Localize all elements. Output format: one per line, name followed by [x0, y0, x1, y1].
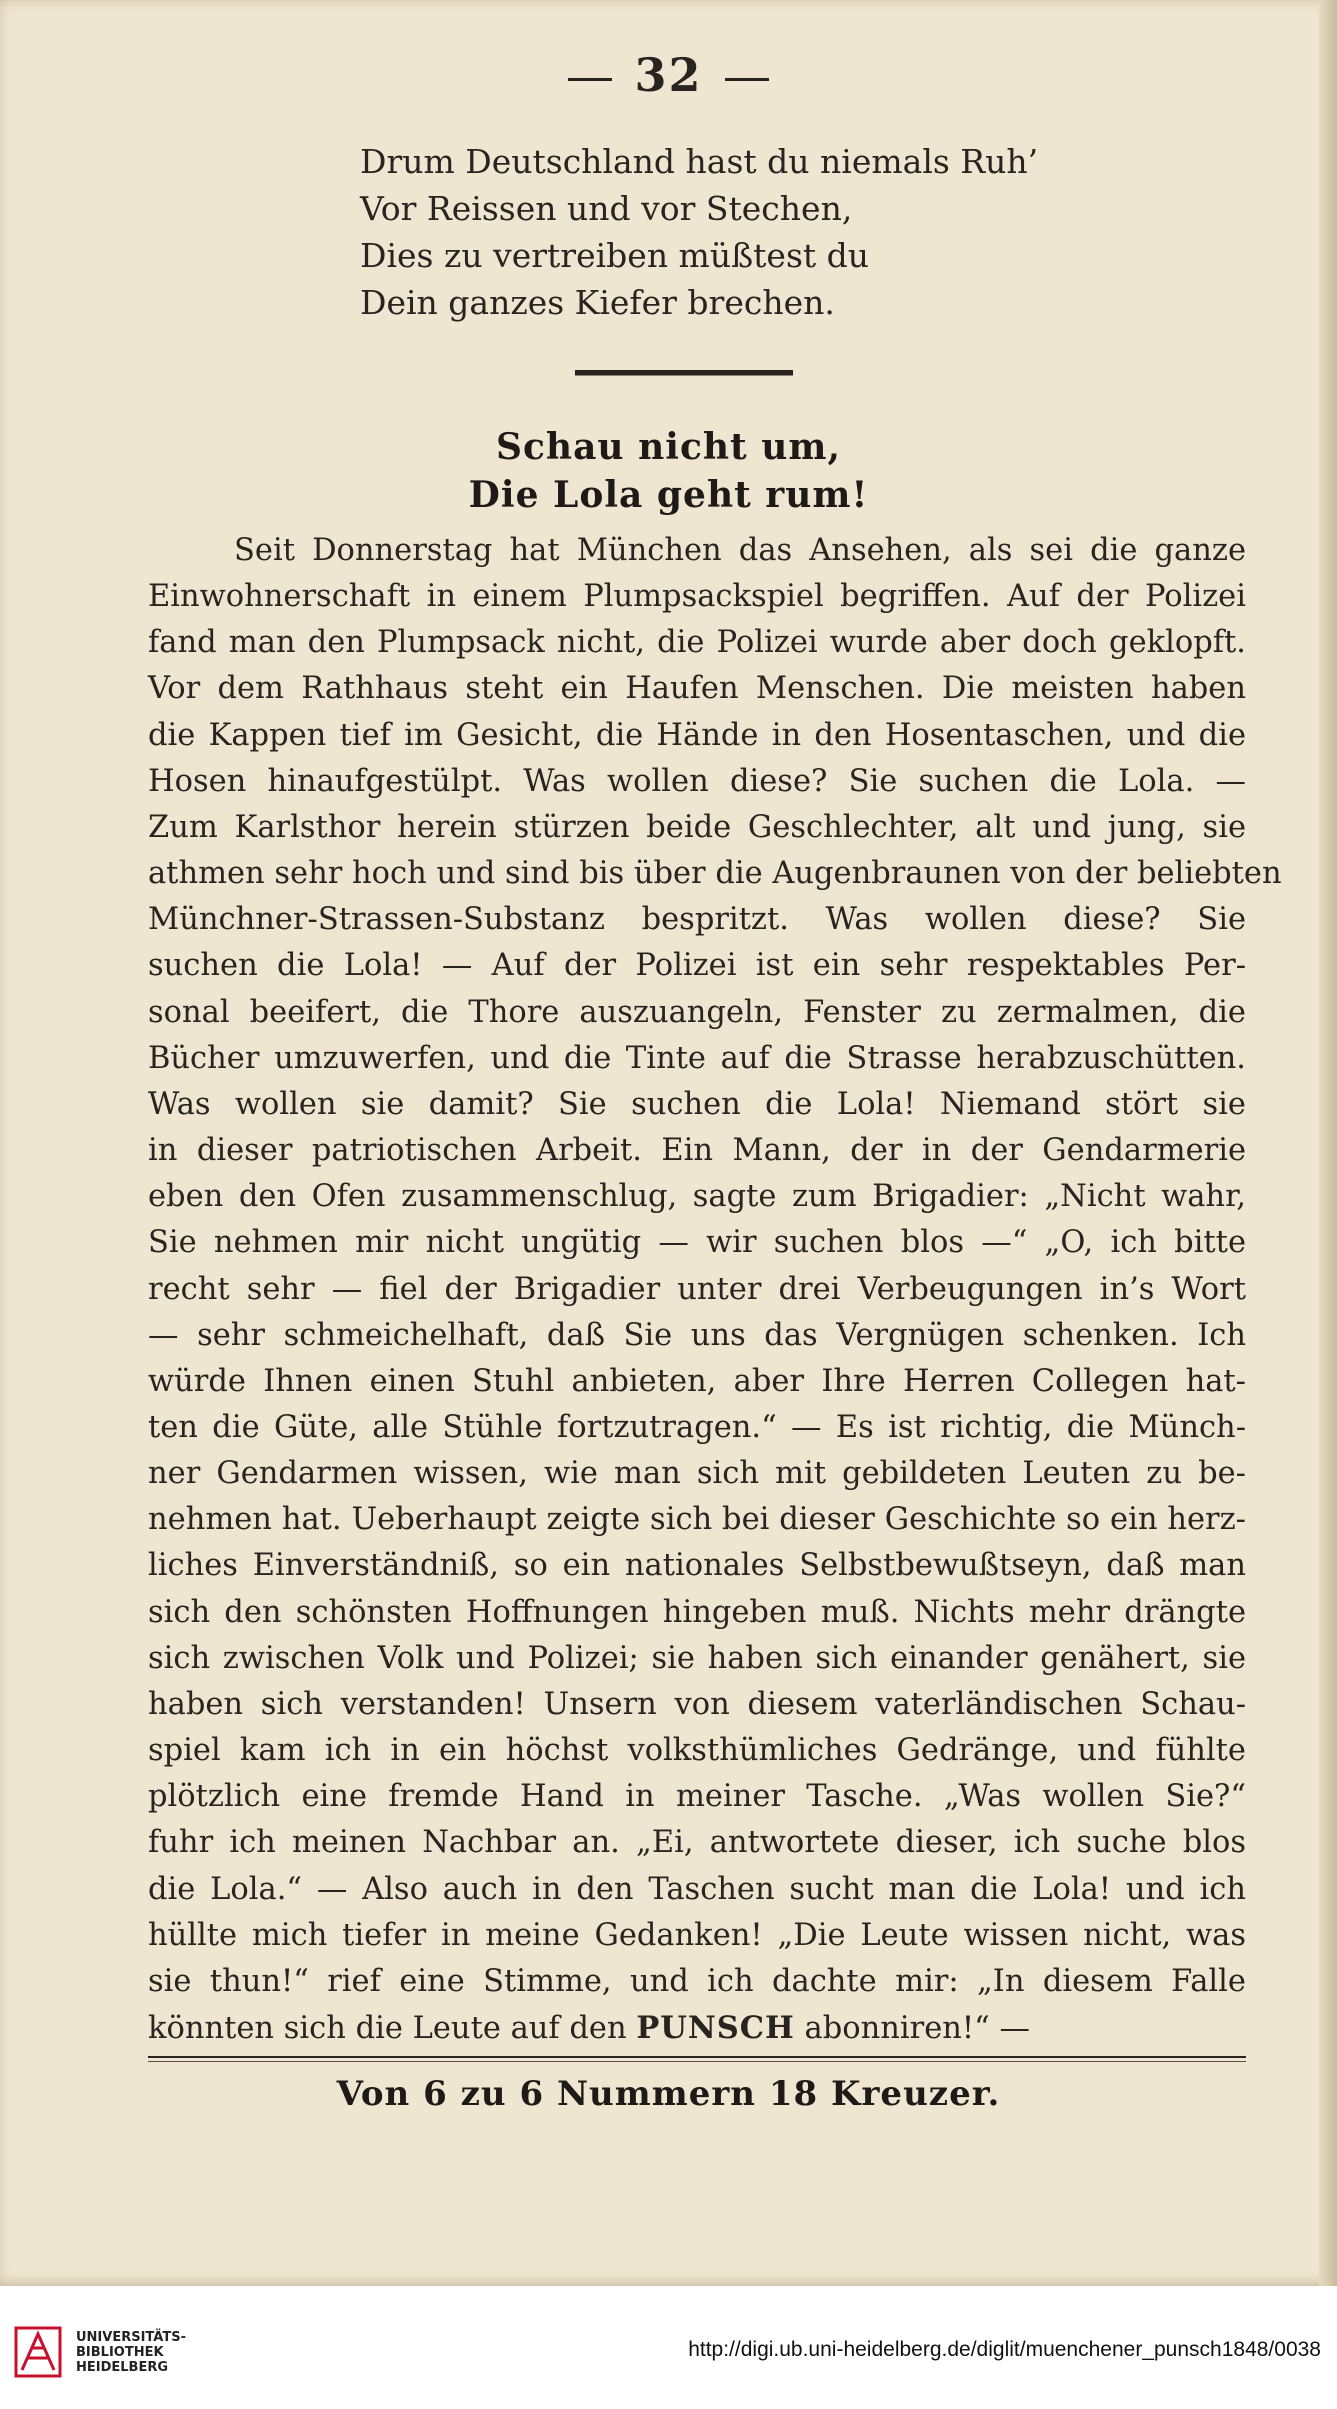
body-line: ten die Güte, alle Stühle fortzutragen.“ — Es ist richtig, die Münch-: [148, 1409, 1246, 1445]
last-line-ending: abonniren!“ —: [794, 2011, 1030, 2046]
article-heading-line-1: Schau nicht um,: [495, 426, 842, 468]
body-line: Seit Donnerstag hat München das Ansehen, als sei die ganze: [234, 533, 1246, 568]
body-line: sich den schönsten Hoffnungen hingeben muß. Nichts mehr drängte: [148, 1594, 1246, 1630]
body-line: eben den Ofen zusammenschlug, sagte zum Brigadier: „Nicht wahr,: [148, 1179, 1246, 1215]
price-note: Von 6 zu 6 Nummern 18 Kreuzer.: [336, 2074, 1001, 2114]
library-name: [76, 2330, 186, 2375]
body-line: ner Gendarmen wissen, wie man sich mit gebildeten Leuten zu be-: [148, 1456, 1246, 1492]
body-line: Zum Karlsthor herein stürzen beide Geschlechter, alt und jung, sie: [148, 809, 1246, 845]
header-dash-right: [725, 78, 769, 81]
poem-line: Dies zu vertreiben müßtest du: [360, 236, 870, 275]
library-name-line-3: HEIDELBERG: [76, 2360, 169, 2375]
article-body: [148, 528, 1282, 2052]
poem-line: Drum Deutschland hast du niemals Ruh’: [360, 142, 1039, 181]
body-line: athmen sehr hoch und sind bis über die Augenbraunen von der beliebten: [148, 856, 1282, 892]
body-line: sie thun!“ rief eine Stimme, und ich dachte mir: „In diesem Falle: [148, 1963, 1246, 1999]
body-line: die Kappen tief im Gesicht, die Hände in den Hosentaschen, und die: [148, 717, 1246, 753]
section-divider: [575, 370, 793, 376]
poem-stanza: [360, 138, 1120, 326]
library-name-line-1: UNIVERSITÄTS-: [76, 2330, 186, 2345]
body-line: fand man den Plumpsack nicht, die Polizei wurde aber doch geklopft.: [148, 625, 1246, 661]
body-line: Vor dem Rathhaus steht ein Haufen Menschen. Die meisten haben: [148, 671, 1246, 707]
body-line: spiel kam ich in ein höchst volksthümliches Gedränge, und fühlte: [148, 1733, 1246, 1769]
body-line: suchen die Lola! — Auf der Polizei ist ein sehr respektables Per-: [148, 948, 1246, 984]
university-library-logo-icon: [12, 2322, 64, 2382]
page-number-header: [0, 48, 1337, 102]
body-line: recht sehr — fiel der Brigadier unter drei Verbeugungen in’s Wort: [148, 1271, 1246, 1307]
poem-line: Vor Reissen und vor Stechen,: [360, 189, 853, 228]
header-dash-left: [568, 78, 612, 81]
footer-rule: [148, 2056, 1246, 2058]
body-line: — sehr schmeichelhaft, daß Sie uns das Vergnügen schenken. Ich: [148, 1317, 1246, 1353]
body-line: würde Ihnen einen Stuhl anbieten, aber Ihre Herren Collegen hat-: [148, 1363, 1246, 1399]
source-url-link[interactable]: http://digi.ub.uni-heidelberg.de/diglit/muenchener_punsch1848/0038: [688, 2338, 1321, 2361]
body-line: liches Einverständniß, so ein nationales Selbstbewußtseyn, daß man: [148, 1548, 1246, 1584]
body-line: haben sich verstanden! Unsern von diesem vaterländischen Schau-: [148, 1686, 1246, 1722]
last-line-text: könnten sich die Leute auf den: [148, 2011, 637, 2046]
punsch-brand: PUNSCH: [636, 2010, 795, 2046]
article-heading-line-2: Die Lola geht rum!: [468, 474, 869, 516]
body-line: in dieser patriotischen Arbeit. Ein Mann, der in der Gendarmerie: [148, 1133, 1246, 1169]
body-line: die Lola.“ — Also auch in den Taschen sucht man die Lola! und ich: [148, 1871, 1246, 1907]
body-line: Hosen hinaufgestülpt. Was wollen diese? Sie suchen die Lola. —: [148, 763, 1246, 799]
body-line: Bücher umzuwerfen, und die Tinte auf die Strasse herabzuschütten.: [148, 1040, 1246, 1076]
body-line: sich zwischen Volk und Polizei; sie haben sich einander genähert, sie: [148, 1640, 1246, 1676]
body-line: Sie nehmen mir nicht ungütig — wir suchen blos —“ „O, ich bitte: [148, 1225, 1246, 1261]
page-edge-shadow: [1319, 0, 1337, 2286]
body-line-last: [148, 2005, 1246, 2052]
body-line: Einwohnerschaft in einem Plumpsackspiel begriffen. Auf der Polizei: [148, 579, 1246, 615]
body-line: fuhr ich meinen Nachbar an. „Ei, antwortete dieser, ich suche blos: [148, 1825, 1246, 1861]
body-line: Münchner-Strassen-Substanz bespritzt. Was wollen diese? Sie: [148, 902, 1246, 938]
page-number: 32: [634, 48, 703, 102]
poem-line: Dein ganzes Kiefer brechen.: [360, 283, 835, 322]
body-line: hüllte mich tiefer in meine Gedanken! „Die Leute wissen nicht, was: [148, 1917, 1246, 1953]
footer-rule-thin: [148, 2061, 1246, 2062]
body-line: Was wollen sie damit? Sie suchen die Lola! Niemand stört sie: [148, 1086, 1246, 1122]
body-line: plötzlich eine fremde Hand in meiner Tasche. „Was wollen Sie?“: [148, 1779, 1246, 1815]
library-name-line-2: BIBLIOTHEK: [76, 2345, 164, 2360]
body-line: sonal beeifert, die Thore auszuangeln, Fenster zu zermalmen, die: [148, 994, 1246, 1030]
body-line: nehmen hat. Ueberhaupt zeigte sich bei dieser Geschichte so ein herz-: [148, 1502, 1246, 1538]
